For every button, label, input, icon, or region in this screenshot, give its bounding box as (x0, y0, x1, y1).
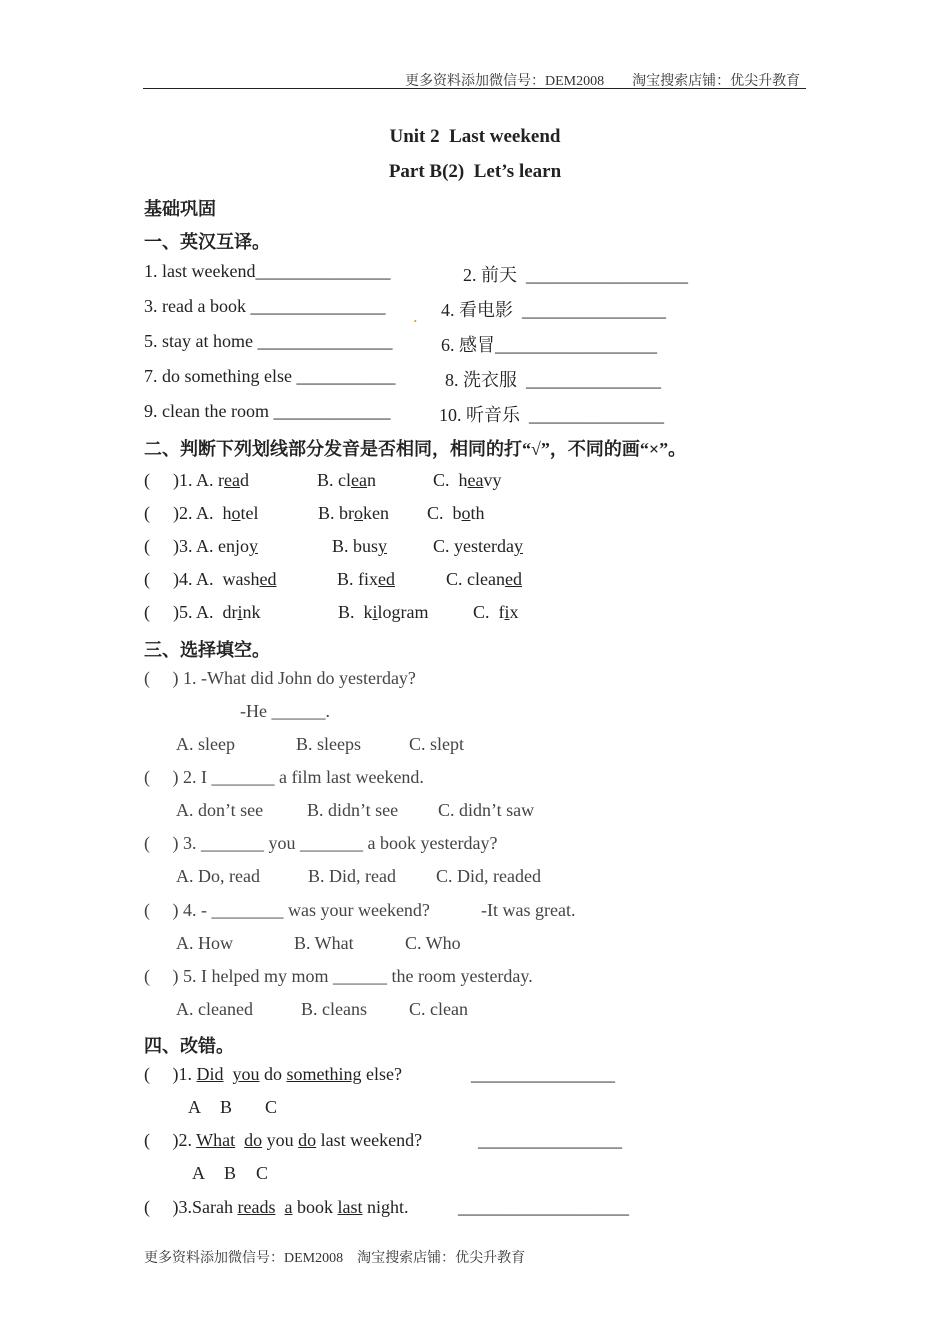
answer-paren: ( (144, 470, 150, 490)
choice-q1: ( ) 1. -What did John do yesterday? (144, 668, 416, 688)
correction-q1-label-c: C (265, 1097, 278, 1117)
phonics-num: )1. A. read (173, 470, 249, 490)
phonics-num: )5. A. drink (173, 602, 261, 622)
phonics-num: )2. A. hotel (173, 503, 259, 523)
correction-q2-label-b: B (224, 1163, 237, 1183)
page-footer: 更多资料添加微信号：DEM2008 淘宝搜索店铺：优尖升教育 (144, 1251, 526, 1266)
choice-q1-answer-line: -He ______. (240, 701, 330, 721)
phonics-option-b: B. clean (317, 470, 376, 490)
phonics-num: )4. A. washed (173, 569, 277, 589)
page-subtitle: Part B(2) Let’s learn (388, 161, 562, 182)
correction-q2: ( )2. What do you do last weekend? (144, 1130, 423, 1150)
choice-q4-option-a: A. How (176, 933, 233, 953)
choice-q4-option-c: C. Who (405, 933, 461, 953)
translate-item-2: 2. 前天 __________________ (463, 265, 688, 285)
choice-q2-option-a: A. don’t see (176, 800, 264, 820)
choice-q1-option-a: A. sleep (176, 734, 235, 754)
translate-item-1: 1. last weekend_______________ (144, 261, 391, 281)
phonics-option-b: B. fixed (337, 569, 396, 589)
choice-q5-option-c: C. clean (409, 999, 468, 1019)
translate-item-5: 5. stay at home _______________ (144, 331, 393, 351)
correction-q2-blank: ________________ (478, 1130, 622, 1150)
choice-q5: ( ) 5. I helped my mom ______ the room yesterday. (144, 966, 533, 986)
phonics-option-c: C. cleaned (446, 569, 522, 589)
choice-q2-option-b: B. didn’t see (307, 800, 399, 820)
phonics-num: )3. A. enjoy (173, 536, 258, 556)
correction-q1-label-b: B (220, 1097, 233, 1117)
choice-q5-option-b: B. cleans (301, 999, 367, 1019)
phonics-option-c: C. both (427, 503, 485, 523)
translate-item-10: 10. 听音乐 _______________ (439, 405, 664, 425)
section-3-heading: 三、选择填空。 (144, 640, 270, 660)
translate-item-6: 6. 感冒__________________ (441, 335, 657, 355)
page-title: Unit 2 Last weekend (389, 126, 561, 147)
choice-q4-option-b: B. What (294, 933, 354, 953)
correction-q2-label-c: C (256, 1163, 269, 1183)
answer-paren: ( (144, 536, 150, 556)
choice-q3-option-a: A. Do, read (176, 866, 260, 886)
header-rule (143, 88, 806, 89)
phonics-option-b: B. busy (332, 536, 388, 556)
correction-q1-blank: ________________ (471, 1064, 615, 1084)
choice-q4: ( ) 4. - ________ was your weekend? (144, 900, 430, 920)
correction-q3-blank: ___________________ (458, 1197, 629, 1217)
stray-dot: . (413, 306, 418, 326)
section-4-heading: 四、改错。 (144, 1036, 234, 1056)
section-2-heading: 二、判断下列划线部分发音是否相同，相同的打“√”，不同的画“×”。 (144, 439, 687, 459)
answer-paren: ( (144, 602, 150, 622)
choice-q2: ( ) 2. I _______ a film last weekend. (144, 767, 424, 787)
translate-item-9: 9. clean the room _____________ (144, 401, 391, 421)
correction-q1-label-a: A (188, 1097, 201, 1117)
translate-item-3: 3. read a book _______________ (144, 296, 386, 316)
phonics-option-c: C. heavy (433, 470, 502, 490)
page-header: 更多资料添加微信号：DEM2008 淘宝搜索店铺：优尖升教育 (405, 74, 801, 89)
translate-item-7: 7. do something else ___________ (144, 366, 396, 386)
choice-q4-reply: -It was great. (481, 900, 576, 920)
correction-q2-label-a: A (192, 1163, 205, 1183)
choice-q3: ( ) 3. _______ you _______ a book yesterday? (144, 833, 498, 853)
correction-q1: ( )1. Did you do something else? (144, 1064, 402, 1084)
translate-item-8: 8. 洗衣服 _______________ (445, 370, 661, 390)
correction-q3: ( )3.Sarah reads a book last night. (144, 1197, 409, 1217)
choice-q1-option-b: B. sleeps (296, 734, 361, 754)
answer-paren: ( (144, 569, 150, 589)
choice-q2-option-c: C. didn’t saw (438, 800, 535, 820)
phonics-option-c: C. yesterday (433, 536, 523, 556)
phonics-option-b: B. kilogram (338, 602, 429, 622)
translate-item-4: 4. 看电影 ________________ (441, 300, 666, 320)
choice-q3-option-b: B. Did, read (308, 866, 396, 886)
answer-paren: ( (144, 503, 150, 523)
phonics-option-b: B. broken (318, 503, 389, 523)
choice-q1-option-c: C. slept (409, 734, 465, 754)
section-basic: 基础巩固 (144, 199, 216, 219)
section-1-heading: 一、英汉互译。 (144, 232, 270, 252)
choice-q5-option-a: A. cleaned (176, 999, 253, 1019)
choice-q3-option-c: C. Did, readed (436, 866, 541, 886)
phonics-option-c: C. fix (473, 602, 519, 622)
